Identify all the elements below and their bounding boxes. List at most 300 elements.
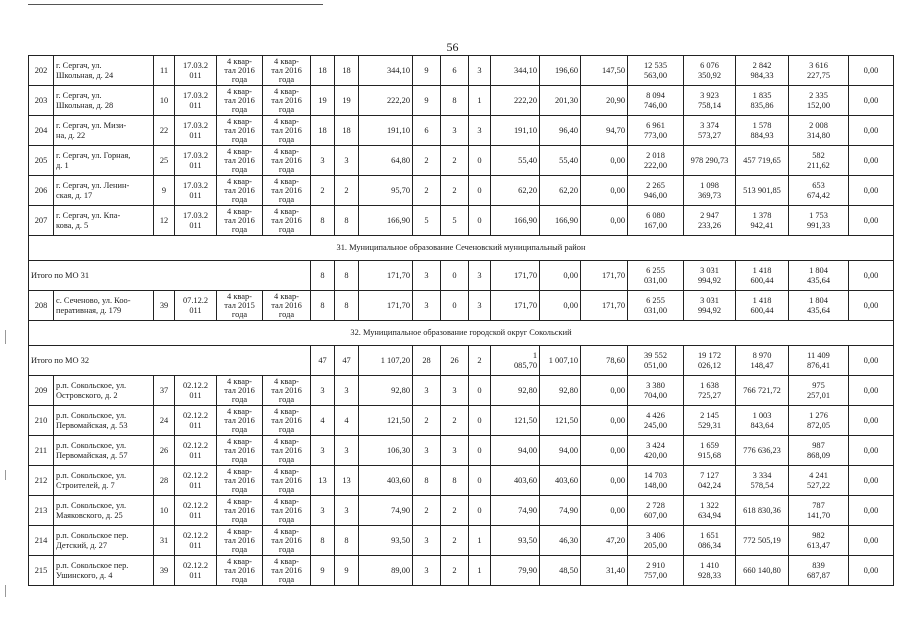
cost-regional-line: 766 721,72 — [743, 385, 781, 395]
quarter-plan — [217, 556, 263, 586]
building-count: 37 — [154, 376, 175, 406]
cost-fund-line: 573,27 — [697, 130, 722, 140]
area-total: 93,50 — [359, 526, 413, 556]
quarter-plan-line: 4 квар- — [227, 406, 252, 416]
area-private: 74,90 — [540, 496, 581, 526]
cost-local — [789, 376, 849, 406]
quarter-plan-line: года — [231, 425, 248, 435]
cost-total-line: 4 426 — [646, 411, 665, 421]
table-row — [29, 406, 894, 436]
quarter-actual — [263, 406, 311, 436]
residents-relocated: 3 — [335, 496, 359, 526]
cost-other: 0,00 — [849, 496, 894, 526]
address-line: р.п. Сокольское, ул. — [56, 471, 127, 481]
building-count: 26 — [154, 436, 175, 466]
cost-local-line: 1 804 — [809, 296, 828, 306]
row-number: 213 — [29, 496, 54, 526]
section-row — [29, 321, 894, 346]
residents-relocated: 18 — [335, 116, 359, 146]
cost-regional — [736, 176, 789, 206]
cost-total — [628, 86, 684, 116]
cost-local-line: 257,01 — [806, 390, 831, 400]
cost-fund — [684, 146, 736, 176]
cost-total — [628, 556, 684, 586]
date — [175, 526, 217, 556]
area-total: 171,70 — [359, 291, 413, 321]
quarter-actual — [263, 176, 311, 206]
area-municipal: 0,00 — [581, 376, 628, 406]
cost-local — [789, 526, 849, 556]
cost-local-line: 787 — [812, 501, 825, 511]
building-count: 28 — [154, 466, 175, 496]
cost-total-line: 222,00 — [643, 160, 668, 170]
quarter-actual-line: тал 2016 — [271, 125, 302, 135]
quarter-actual-line: тал 2016 — [271, 535, 302, 545]
top-rule — [28, 4, 323, 5]
cost-other: 0,00 — [849, 291, 894, 321]
area-municipal: 0,00 — [581, 466, 628, 496]
quarter-plan — [217, 116, 263, 146]
cost-regional-line: 1 835 — [752, 91, 772, 101]
table-body — [29, 56, 894, 586]
date-line: 011 — [189, 130, 202, 140]
cost-fund-line: 1 659 — [700, 441, 719, 451]
table-row — [29, 206, 894, 236]
quarter-plan-line: 4 квар- — [227, 176, 252, 186]
cost-local-line: 227,75 — [806, 70, 831, 80]
building-count: 31 — [154, 526, 175, 556]
cost-total-line: 6 080 — [646, 211, 665, 221]
quarter-plan-line: тал 2016 — [224, 95, 255, 105]
section-title: 31. Муниципальное образование Сеченовский муниципальный район — [29, 236, 894, 261]
cost-total-line: 420,00 — [643, 450, 668, 460]
cost-regional-line: 618 830,36 — [743, 505, 781, 515]
table-row — [29, 146, 894, 176]
date — [175, 146, 217, 176]
cost-fund-line: 725,27 — [697, 390, 722, 400]
cost-local-line: 314,80 — [806, 130, 831, 140]
area-total: 403,60 — [359, 466, 413, 496]
cost-local-line: 991,33 — [806, 220, 831, 230]
cost-regional — [736, 346, 789, 376]
cost-local — [789, 206, 849, 236]
date — [175, 406, 217, 436]
area-private: 1 007,10 — [540, 346, 581, 376]
cost-fund — [684, 436, 736, 466]
table-row — [29, 496, 894, 526]
address — [54, 206, 154, 236]
area-private: 121,50 — [540, 406, 581, 436]
cost-total-line: 031,00 — [643, 305, 668, 315]
quarter-plan-line: 4 квар- — [227, 56, 252, 66]
cost-fund-line: 978 290,73 — [690, 155, 729, 165]
area-relocated: 92,80 — [491, 376, 540, 406]
quarter-actual-line: 4 квар- — [274, 376, 299, 386]
cost-local-line: 4 241 — [809, 471, 828, 481]
quarter-plan-line: года — [231, 75, 248, 85]
cost-local — [789, 496, 849, 526]
quarter-actual — [263, 556, 311, 586]
cost-fund-line: 1 098 — [700, 181, 719, 191]
premises-total: 3 — [413, 556, 441, 586]
date-line: 011 — [189, 390, 202, 400]
premises-total: 3 — [413, 291, 441, 321]
cost-total — [628, 526, 684, 556]
quarter-actual — [263, 466, 311, 496]
residents-relocated: 3 — [335, 436, 359, 466]
cost-other: 0,00 — [849, 406, 894, 436]
quarter-actual-line: тал 2016 — [271, 385, 302, 395]
quarter-plan-line: тал 2016 — [224, 65, 255, 75]
cost-total-line: 757,00 — [643, 570, 668, 580]
page-number: 56 — [446, 40, 459, 54]
date — [175, 86, 217, 116]
cost-fund-line: 233,26 — [697, 220, 722, 230]
area-municipal: 171,70 — [581, 261, 628, 291]
address-line: ская, д. 17 — [56, 190, 93, 200]
cost-fund-line: 7 127 — [700, 471, 719, 481]
premises-total: 2 — [413, 406, 441, 436]
date-line: 17.03.2 — [182, 181, 209, 191]
address — [54, 176, 154, 206]
date-line: 011 — [189, 480, 202, 490]
address — [54, 466, 154, 496]
date — [175, 436, 217, 466]
quarter-actual-line: года — [278, 105, 295, 115]
cost-fund-line: 529,31 — [697, 420, 722, 430]
area-municipal: 0,00 — [581, 176, 628, 206]
area-private: 403,60 — [540, 466, 581, 496]
quarter-plan-line: года — [231, 310, 248, 320]
residents-count: 8 — [311, 206, 335, 236]
cost-local — [789, 116, 849, 146]
cost-total — [628, 146, 684, 176]
area-total: 222,20 — [359, 86, 413, 116]
area-total: 344,10 — [359, 56, 413, 86]
building-count: 10 — [154, 496, 175, 526]
address — [54, 86, 154, 116]
area-private: 46,30 — [540, 526, 581, 556]
premises-private: 3 — [441, 116, 469, 146]
cost-total-line: 704,00 — [643, 390, 668, 400]
cost-fund — [684, 466, 736, 496]
quarter-actual-line: года — [278, 195, 295, 205]
premises-private: 8 — [441, 466, 469, 496]
cost-local-line: 1 804 — [809, 266, 828, 276]
building-count: 11 — [154, 56, 175, 86]
area-relocated: 55,40 — [491, 146, 540, 176]
date-line: 02.12.2 — [182, 531, 209, 541]
date-line: 011 — [189, 540, 202, 550]
date-line: 011 — [189, 100, 202, 110]
residents-relocated: 13 — [335, 466, 359, 496]
premises-municipal: 0 — [469, 376, 491, 406]
cost-local-line: 653 — [812, 181, 825, 191]
quarter-plan — [217, 146, 263, 176]
area-relocated: 171,70 — [491, 291, 540, 321]
cost-total-line: 8 094 — [646, 91, 665, 101]
cost-fund — [684, 526, 736, 556]
date-line: 011 — [189, 305, 202, 315]
area-private: 0,00 — [540, 261, 581, 291]
address-line: Первомайская, д. 53 — [56, 420, 128, 430]
cost-total — [628, 496, 684, 526]
area-private: 55,40 — [540, 146, 581, 176]
quarter-actual-line: года — [278, 515, 295, 525]
date-line: 011 — [189, 220, 202, 230]
cost-regional-line: 600,44 — [750, 275, 774, 285]
quarter-actual — [263, 116, 311, 146]
cost-local — [789, 466, 849, 496]
quarter-actual-line: 4 квар- — [274, 56, 299, 66]
date-line: 02.12.2 — [182, 561, 209, 571]
quarter-plan — [217, 176, 263, 206]
row-number: 209 — [29, 376, 54, 406]
cost-local-line: 868,09 — [806, 450, 831, 460]
area-relocated: 74,90 — [491, 496, 540, 526]
area-private: 48,50 — [540, 556, 581, 586]
cost-fund — [684, 496, 736, 526]
table-row — [29, 436, 894, 466]
building-count: 22 — [154, 116, 175, 146]
address-line: Строителей, д. 7 — [56, 480, 115, 490]
quarter-actual-line: года — [278, 575, 295, 585]
cost-fund-line: 3 923 — [700, 91, 719, 101]
date-line: 011 — [189, 160, 202, 170]
quarter-plan-line: 4 квар- — [227, 526, 252, 536]
premises-total: 8 — [413, 466, 441, 496]
quarter-actual — [263, 291, 311, 321]
cost-regional-line: 776 636,23 — [743, 445, 781, 455]
cost-total-line: 148,00 — [643, 480, 668, 490]
cost-local-line: 527,22 — [806, 480, 831, 490]
cost-other: 0,00 — [849, 56, 894, 86]
row-number: 207 — [29, 206, 54, 236]
address — [54, 496, 154, 526]
date — [175, 376, 217, 406]
cost-fund-line: 1 410 — [700, 561, 719, 571]
quarter-plan-line: года — [231, 575, 248, 585]
quarter-actual-line: года — [278, 485, 295, 495]
cost-fund — [684, 86, 736, 116]
area-relocated: 79,90 — [491, 556, 540, 586]
residents-relocated: 8 — [335, 261, 359, 291]
building-count: 10 — [154, 86, 175, 116]
address-line: Маяковского, д. 25 — [56, 510, 123, 520]
date-line: 011 — [189, 450, 202, 460]
table-row — [29, 291, 894, 321]
quarter-plan-line: года — [231, 515, 248, 525]
cost-fund-line: 1 651 — [700, 531, 719, 541]
cost-local-line: 2 008 — [809, 121, 828, 131]
cost-total-line: 051,00 — [643, 360, 668, 370]
area-relocated — [491, 346, 540, 376]
cost-total-line: 3 406 — [646, 531, 665, 541]
quarter-plan-line: тал 2016 — [224, 385, 255, 395]
building-count: 39 — [154, 556, 175, 586]
premises-private: 3 — [441, 436, 469, 466]
row-number: 204 — [29, 116, 54, 146]
quarter-plan-line: тал 2016 — [224, 125, 255, 135]
area-relocated: 171,70 — [491, 261, 540, 291]
cost-total-line: 14 703 — [643, 471, 668, 481]
premises-private: 0 — [441, 291, 469, 321]
premises-municipal: 1 — [469, 86, 491, 116]
area-relocated: 93,50 — [491, 526, 540, 556]
quarter-actual-line: 4 квар- — [274, 291, 299, 301]
cost-regional-line: 457 719,65 — [743, 155, 781, 165]
quarter-plan — [217, 86, 263, 116]
quarter-actual — [263, 146, 311, 176]
residents-relocated: 8 — [335, 526, 359, 556]
quarter-plan-line: 4 квар- — [227, 556, 252, 566]
cost-local-line: 876,41 — [806, 360, 831, 370]
cost-total-line: 12 535 — [643, 61, 668, 71]
residents-count: 3 — [311, 146, 335, 176]
address-line: г. Сергач, ул. Кпа- — [56, 211, 121, 221]
quarter-actual-line: тал 2016 — [271, 95, 302, 105]
cost-fund-line: 634,94 — [697, 510, 722, 520]
cost-local — [789, 436, 849, 466]
address-line: р.п. Сокольское пер. — [56, 561, 129, 571]
quarter-plan-line: тал 2016 — [224, 565, 255, 575]
table-row — [29, 86, 894, 116]
cost-fund-line: 3 031 — [700, 266, 719, 276]
quarter-actual-line: года — [278, 135, 295, 145]
quarter-plan-line: года — [231, 395, 248, 405]
quarter-actual-line: тал 2016 — [271, 475, 302, 485]
address-line: д. 1 — [56, 160, 69, 170]
area-municipal: 0,00 — [581, 146, 628, 176]
quarter-plan-line: 4 квар- — [227, 86, 252, 96]
area-relocated: 94,00 — [491, 436, 540, 466]
area-relocated: 344,10 — [491, 56, 540, 86]
cost-local-line: 435,64 — [806, 275, 831, 285]
premises-private: 5 — [441, 206, 469, 236]
area-private: 0,00 — [540, 291, 581, 321]
cost-fund-line: 3 031 — [700, 296, 719, 306]
cost-regional — [736, 376, 789, 406]
area-total: 166,90 — [359, 206, 413, 236]
cost-total-line: 205,00 — [643, 540, 668, 550]
cost-total-line: 3 424 — [646, 441, 665, 451]
quarter-actual — [263, 496, 311, 526]
cost-fund — [684, 556, 736, 586]
area-private: 196,60 — [540, 56, 581, 86]
cost-total — [628, 466, 684, 496]
premises-municipal: 0 — [469, 146, 491, 176]
cost-other: 0,00 — [849, 556, 894, 586]
cost-fund-line: 2 947 — [700, 211, 719, 221]
cost-regional — [736, 556, 789, 586]
address-line: г. Сергач, ул. Мизи- — [56, 121, 127, 131]
area-relocated: 62,20 — [491, 176, 540, 206]
quarter-actual — [263, 56, 311, 86]
margin-mark — [5, 585, 6, 597]
section-title: 32. Муниципальное образование городской округ Сокольский — [29, 321, 894, 346]
row-number: 212 — [29, 466, 54, 496]
residents-relocated: 3 — [335, 376, 359, 406]
premises-total: 6 — [413, 116, 441, 146]
area-private: 62,20 — [540, 176, 581, 206]
premises-private: 26 — [441, 346, 469, 376]
total-row — [29, 261, 894, 291]
address-line: Ушинского, д. 4 — [56, 570, 113, 580]
row-number: 205 — [29, 146, 54, 176]
cost-total-line: 3 380 — [646, 381, 665, 391]
housing-register-table — [28, 55, 894, 586]
quarter-actual-line: года — [278, 545, 295, 555]
quarter-plan-line: тал 2015 — [224, 300, 255, 310]
premises-total: 3 — [413, 376, 441, 406]
quarter-actual-line: года — [278, 395, 295, 405]
premises-private: 2 — [441, 176, 469, 206]
row-number: 208 — [29, 291, 54, 321]
area-total: 106,30 — [359, 436, 413, 466]
cost-total — [628, 406, 684, 436]
area-municipal: 94,70 — [581, 116, 628, 146]
cost-fund-line: 026,12 — [697, 360, 722, 370]
cost-local — [789, 291, 849, 321]
cost-local-line: 987 — [812, 441, 825, 451]
table-row — [29, 116, 894, 146]
quarter-plan — [217, 466, 263, 496]
premises-total: 3 — [413, 436, 441, 466]
area-total: 64,80 — [359, 146, 413, 176]
cost-regional-line: 1 418 — [752, 296, 772, 306]
date-line: 17.03.2 — [182, 91, 209, 101]
residents-count: 4 — [311, 406, 335, 436]
cost-regional — [736, 436, 789, 466]
residents-count: 3 — [311, 496, 335, 526]
table-row — [29, 526, 894, 556]
area-municipal: 47,20 — [581, 526, 628, 556]
cost-total-line: 167,00 — [643, 220, 668, 230]
quarter-actual-line: тал 2016 — [271, 65, 302, 75]
address-line: г. Сергач, ул. Ленин- — [56, 181, 130, 191]
quarter-actual-line: 4 квар- — [274, 406, 299, 416]
cost-total-line: 6 961 — [646, 121, 665, 131]
quarter-plan-line: года — [231, 105, 248, 115]
address-line: г. Сергач, ул. Горная, — [56, 151, 131, 161]
quarter-actual-line: тал 2016 — [271, 565, 302, 575]
premises-private: 2 — [441, 406, 469, 436]
residents-count: 13 — [311, 466, 335, 496]
cost-local-line: 211,62 — [807, 160, 830, 170]
address — [54, 116, 154, 146]
cost-regional — [736, 526, 789, 556]
date-line: 02.12.2 — [182, 501, 209, 511]
quarter-actual-line: 4 квар- — [274, 526, 299, 536]
quarter-plan-line: года — [231, 485, 248, 495]
area-municipal: 171,70 — [581, 291, 628, 321]
cost-total — [628, 206, 684, 236]
address — [54, 56, 154, 86]
residents-relocated: 2 — [335, 176, 359, 206]
cost-local — [789, 261, 849, 291]
cost-total-line: 2 265 — [646, 181, 665, 191]
address-line: на, д. 22 — [56, 130, 86, 140]
address-line: р.п. Сокольское, ул. — [56, 501, 127, 511]
building-count: 24 — [154, 406, 175, 436]
area-municipal: 31,40 — [581, 556, 628, 586]
residents-relocated: 18 — [335, 56, 359, 86]
address — [54, 146, 154, 176]
date-line: 011 — [189, 420, 202, 430]
date — [175, 291, 217, 321]
cost-total-line: 6 255 — [646, 266, 665, 276]
cost-fund-line: 2 145 — [700, 411, 719, 421]
